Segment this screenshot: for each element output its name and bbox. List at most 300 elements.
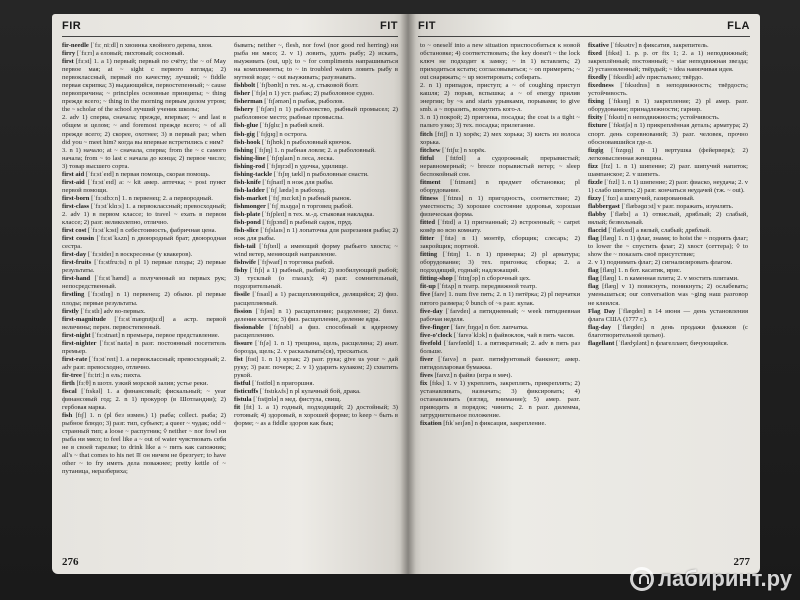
dictionary-entry: [234, 90, 398, 98]
dictionary-entry: [62, 308, 226, 316]
entry-definition: [ˈfɪʃslaɪs] n 1) лопаточка для разрезания рыбы; 2) нож для рыбы.: [234, 227, 398, 243]
entry-headword: five-day: [420, 307, 446, 315]
dictionary-entry: [588, 340, 748, 348]
entry-headword: fixedly: [588, 74, 609, 82]
dictionary-entry: [588, 324, 748, 340]
dictionary-entry: [420, 42, 580, 82]
dictionary-entry: [588, 227, 748, 235]
entry-headword: first aid: [62, 170, 86, 178]
entry-definition: [ˈfaɪvfəʊld] 1. a пятикратный; 2. adv в пять раз больше.: [420, 339, 580, 355]
entry-headword: fixedness: [588, 82, 621, 90]
dictionary-entry: [420, 131, 580, 147]
entry-headword: first-rate: [62, 355, 90, 363]
dictionary-entry: [234, 195, 398, 203]
entry-headword: first-night: [62, 331, 93, 339]
entry-definition: [ˈfɪtʌp] n театр. передвижной театр.: [437, 283, 537, 291]
dictionary-entry: [420, 82, 580, 114]
dictionary-entry: [420, 372, 580, 380]
entry-headword: fishbolt: [234, 82, 257, 90]
entry-definition: [ˈfɜːˌniːdl] n хвоинка хвойного дерева, хвоя.: [90, 42, 213, 49]
dictionary-entry: [234, 155, 398, 163]
entry-definition: 2. n 1) припадок, приступ; a ~ of coughing приступ кашля; 2) порыв, вспышка; a ~ of energy прилив энергии; by ~s and starts урывками, порывами; to give smb. a ~ поразить, возмутить кого-л.: [420, 82, 580, 114]
dictionary-entry: [588, 283, 748, 307]
entry-definition: [ˈfɜːstˈreɪt] 1. a первоклассный; превосходный; 2. adv разг. превосходно, отлично.: [62, 355, 226, 371]
entry-headword: fivefold: [420, 339, 444, 347]
entry-definition: [ˈfɜːstlɪ] adv во-первых.: [80, 307, 146, 315]
entry-headword: fissure: [234, 339, 256, 347]
entry-definition: [ˈfɪkstʃə] n 1) прикреплённая деталь; арматура; 2) спорт. день соревнований; 3) разг. человек, прочно обосновавшийся где-л.: [588, 122, 748, 146]
entry-definition: [ˈfɪstjʊlə] n мед. фистула, свищ.: [253, 396, 342, 404]
entry-definition: [ˈfaɪvə] n разг. пятифунтовый банкнот; амер. пятидолларовая бумажка.: [420, 355, 580, 371]
entry-definition: [flæɡ] 1. n каменная плита; 2. v мостить плитами.: [600, 275, 739, 283]
dictionary-entry: [420, 283, 580, 291]
entry-definition: [ˈfɪʃɪ] a 1) рыбный, рыбий; 2) изобилующий рыбой; 3) тусклый (о глазах); 4) разг. сомнительный, подозрительный.: [234, 267, 398, 291]
entry-definition: [ˈfɪʃnaɪf] n нож для рыбы.: [262, 178, 334, 186]
right-page: [408, 14, 760, 574]
entry-definition: [ˈfɜːstˈkʌzn] n двоюродный брат; двоюродная сестра.: [62, 235, 226, 251]
dictionary-entry: [588, 267, 748, 275]
dictionary-entry: [420, 155, 580, 179]
dictionary-entry: [420, 275, 580, 283]
entry-definition: [ˈfɪʃɪŋˌtækl] n рыболовные снасти.: [273, 170, 369, 178]
entry-definition: [ˈfɪʃpleɪt] n тех. м.-д. стыковая накладка.: [262, 210, 375, 218]
entry-definition: [ˈfɪtə] n 1) монтёр, сборщик; слесарь; 2) закройщик; портной.: [420, 235, 580, 251]
dictionary-entry: [62, 356, 226, 372]
dictionary-entry: [588, 50, 748, 74]
dictionary-entry: [62, 147, 226, 171]
entry-headword: fistful: [234, 379, 253, 387]
page-number: 276: [62, 556, 79, 568]
entry-definition: [fɜːst] 1. a 1) первый; первый по счёту; the ~ of May первое мая; at ~ sight с первого взгляда; 2) первоклассный, первый по качеству; лучший; ~ fiddle первая скрипка; 3) выдающийся, первостепенный; ~ cause первопричина; ~ principles основные принципы; ~ thing прежде всего; ~ thing in the morning первым делом утром; the ~ scholar of the school лучший ученик школы;: [62, 58, 226, 114]
entry-definition: [fɜːθ] n шотл. узкий морской залив; устье реки.: [76, 379, 209, 387]
dictionary-entry: [234, 42, 398, 82]
dictionary-entry: [62, 195, 226, 203]
entry-headword: fiscal: [62, 388, 82, 396]
entry-headword: firstly: [62, 307, 81, 315]
dictionary-entry: [420, 380, 580, 420]
dictionary-entry: [62, 227, 226, 235]
dictionary-entry: [62, 340, 226, 356]
entry-headword: fix: [420, 379, 430, 387]
dictionary-entry: [62, 412, 226, 476]
entry-headword: fiver: [420, 355, 439, 363]
entry-headword: fir-needle: [62, 42, 91, 49]
dictionary-entry: [234, 131, 398, 139]
dictionary-entry: [234, 203, 398, 211]
entry-definition: [ˈflæɡdeɪ] n 14 июня — день установления флага США (1777 г.).: [588, 307, 748, 323]
dictionary-entry: [62, 259, 226, 275]
entry-definition: [ˈfɜːrɪ] a еловый; пихтовый; сосновый.: [76, 50, 185, 58]
dictionary-entry: [588, 211, 748, 227]
entry-definition: [faɪvz] n файвз (игра в мяч).: [434, 371, 513, 379]
dictionary-entry: [420, 147, 580, 155]
entry-headword: flabbergast: [588, 202, 622, 210]
entry-headword: fixative: [588, 42, 611, 49]
entry-definition: [fɪʃ] 1. n (pl без измен.) 1) рыба; collect. рыба; 2) рыбное блюдо; 3) разг. тип, субъект; a queer ~ чудак; odd ~ странный тип; a loose ~ распутник; ◊ neither ~ nor fowl ни рыба ни мясо; to feel like a ~ out of water чувствовать себя не в своей тарелке; to drink like a ~ пить как сапожник; all's ~ that comes to his net ≅ он ничем не брезгует; to have other ~ to fry иметь дела поважнее; pretty kettle of ~ путаница, неразбериха;: [62, 412, 226, 476]
dictionary-entry: [234, 380, 398, 388]
entry-definition: [ˈfɪʃnəbl] a физ. способный к ядерному расщеплению.: [234, 323, 398, 339]
dictionary-entry: [62, 171, 226, 179]
entry-headword: first-fruits: [62, 259, 95, 267]
entry-definition: [ˈfɪʃpɔnd] n рыбный садок, пруд.: [262, 219, 353, 227]
entry-definition: [ˈfɪksɪtɪ] n неподвижность; устойчивость.: [604, 114, 720, 122]
entry-headword: fissile: [234, 291, 253, 299]
entry-headword: firry: [62, 50, 77, 58]
dictionary-column-right: [234, 42, 398, 550]
entry-headword: flag: [588, 235, 601, 243]
entry-definition: [ˈfɪtɪŋʃɔp] n сборочный цех.: [454, 275, 531, 283]
entry-headword: first-born: [62, 194, 92, 202]
dictionary-entry: [62, 42, 226, 50]
entry-definition: [ˈfɪʃˌmɑːkɪt] n рыбный рынок.: [268, 194, 352, 202]
book-gutter: [400, 14, 416, 574]
dictionary-entry: [234, 404, 398, 428]
entry-definition: [ˈfɜːstˈhænd] a полученный из первых рук; непосредственный.: [62, 275, 226, 291]
entry-definition: [fɪtʃ] n 1) хорёк; 2) мех хорька; 3) кисть из волоса хорька.: [420, 130, 580, 146]
labirint-logo-icon: [630, 567, 654, 591]
watermark: [630, 566, 792, 592]
dictionary-column-right: [588, 42, 748, 550]
entry-definition: [ˈfɪzɡɪɡ] n 1) вертушка (фейерверк); 2) легкомысленная женщина.: [588, 146, 748, 162]
entry-definition: [ˈfɜːstˈeɪd] n первая помощь, скорая помощь.: [85, 170, 211, 178]
entry-headword: fixity: [588, 114, 605, 122]
entry-definition: [ˈfɪtfʊl] a судорожный; прерывистый; неравномерный; ~ breeze порывистый ветер; ~ sleep беспокойный сон.: [420, 154, 580, 178]
entry-definition: [fɪt] 1. a 1) годный, подходящий; 2) достойный; 3) готовый; 4) здоровый, в хорошей форме; to keep ~ быть в форме; ~ as a fiddle здоров как бык;: [234, 404, 398, 428]
entry-headword: fixing: [588, 98, 609, 106]
entry-headword: flag: [588, 283, 603, 291]
dictionary-entry: [62, 316, 226, 332]
entry-headword: fisherman: [234, 98, 265, 106]
entry-headword: fist: [234, 355, 246, 363]
entry-definition: [ˈfɜːstˈeɪd] a: ~ kit амер. аптечка; ~ post пункт первой помощи.: [62, 178, 226, 194]
entry-definition: [ˈfɪʃɪŋlaɪn] n леса, леска.: [267, 154, 335, 162]
entry-headword: fitment: [420, 178, 451, 186]
entry-headword: flaccid: [588, 227, 609, 235]
header-rule: [418, 36, 750, 37]
entry-headword: fishing-line: [234, 154, 268, 162]
dictionary-entry: [588, 42, 748, 50]
entry-headword: fishmonger: [234, 202, 268, 210]
dictionary-entry: [234, 388, 398, 396]
dictionary-entry: [62, 291, 226, 307]
entry-headword: fish-glue: [234, 122, 260, 130]
entry-definition: [ˈfɜːstbɔːn] 1. n первенец; 2. a первородный.: [91, 194, 213, 202]
entry-headword: fizzy: [588, 194, 603, 202]
entry-headword: Flag Day: [588, 307, 619, 315]
dictionary-entry: [234, 267, 398, 291]
dictionary-entry: [588, 163, 748, 179]
entry-definition: [fɪkst] 1. p. p. от fix 1; 2. a 1) неподвижный; закреплённый; постоянный; ~ star неподвижная звезда; 2) установленный; твёрдый; ~ idea навязчивая идея.: [588, 50, 748, 74]
entry-headword: fitting-shop: [420, 275, 455, 283]
dictionary-entry: [420, 340, 580, 356]
entry-definition: [faɪv] 1. num five пять; 2. n 1) пятёрка; 2) pl перчатки пятого размера; ◊ bunch of ~s разг. кулак.: [420, 291, 580, 307]
entry-definition: [ˈfɪksɪdlɪ] adv пристально; твёрдо.: [608, 74, 704, 82]
dictionary-entry: [62, 332, 226, 340]
entry-definition: [ˈfɪtʃuː] n хорёк.: [442, 146, 486, 154]
entry-definition: [ˈfɪʃbəʊlt] n тех. м.-д. стыковой болт.: [256, 82, 359, 90]
entry-definition: [ˈfɜːstˈkɔst] n себестоимость, фабричная цена.: [88, 227, 217, 235]
page-number: 277: [733, 556, 750, 568]
entry-headword: fit-up: [420, 283, 438, 291]
entry-definition: [ˈfɪzl] 1. n 1) шипение; 2) разг. фиаско, неудача; 2. v 1) слабо шипеть; 2) разг. кончаться неудачей (тж. ~ out).: [588, 178, 748, 194]
dictionary-entry: [234, 227, 398, 243]
dictionary-entry: [62, 372, 226, 380]
dictionary-entry: [420, 332, 580, 340]
dictionary-entry: [62, 275, 226, 291]
entry-definition: [ˈflædʒɪlənt] n флагеллант, бичующийся.: [616, 339, 729, 347]
dictionary-column-left: [62, 42, 226, 550]
entry-headword: fizz: [588, 162, 602, 170]
guide-word-first: FIR: [62, 20, 82, 32]
entry-definition: [ˈfɜːstˈklɑːs] 1. a первоклассный; превосходный; 2. adv 1) в первом классе; to travel ~ ехать в первом классе; 2) разг. великолепно, отлично.: [62, 202, 226, 227]
dictionary-entry: [234, 179, 398, 187]
entry-headword: first-class: [62, 202, 91, 210]
entry-headword: five-o'clock: [420, 331, 454, 339]
dictionary-entry: [234, 356, 398, 380]
dictionary-column-left: [420, 42, 580, 550]
entry-headword: fish-knife: [234, 178, 263, 186]
entry-definition: [ˈfɪtɪŋ] 1. n 1) примерка; 2) pl арматура; оборудование; 3) тех. пригонка; сборка; 2. a подходящий, годный; надлежащий.: [420, 251, 580, 275]
entry-definition: 2. v 1) поднимать флаг; 2) сигнализировать флагом.: [588, 259, 733, 267]
dictionary-entry: [588, 74, 748, 82]
entry-headword: fissionable: [234, 323, 270, 331]
entry-headword: flagellant: [588, 339, 617, 347]
running-head: [62, 20, 398, 34]
entry-headword: flag: [588, 275, 601, 283]
entry-definition: [ˈfɪʃɡluː] n рыбий клей.: [259, 122, 324, 130]
entry-definition: [ˈfɪʃə] 1. n 1) трещина, щель, расщелина; 2) анат. борозда, щель; 2. v раскалывать(ся), трескаться.: [234, 339, 398, 355]
dictionary-entry: [588, 82, 748, 98]
entry-definition: [ˈfɪʃteɪl] a имеющий форму рыбьего хвоста; ~ wind ветер, меняющий направление.: [234, 243, 398, 259]
entry-headword: fitting: [420, 251, 443, 259]
entry-definition: [ˈflæbɪ] a 1) отвислый, дряблый; 2) слабый, вялый; безвольный.: [588, 210, 748, 227]
entry-headword: fish-hook: [234, 138, 263, 146]
dictionary-entry: [234, 324, 398, 340]
entry-headword: fitter: [420, 235, 441, 243]
entry-headword: fizgig: [588, 146, 612, 154]
dictionary-entry: [62, 251, 226, 259]
dictionary-entry: [420, 420, 580, 428]
entry-definition: [ˈfɜːstˈmæɡnɪtjuːd] a астр. первой величины; перен. первостепенный.: [62, 315, 226, 331]
entry-definition: [ˈfɪʃɡɪɡ] n острога.: [256, 130, 308, 138]
entry-definition: [flæɡ] 1. n 1) флаг, знамя; to hoist the ~ поднять флаг; to lower the ~ спустить флаг; 2) хвост (сеттера); ◊ to show the ~ показать своё присутствие;: [588, 235, 748, 259]
dictionary-entry: [588, 308, 748, 324]
entry-definition: [ˈfɜːstnaɪt] n премьера, первое представление.: [92, 331, 220, 339]
entry-headword: fishing-tackle: [234, 170, 274, 178]
dictionary-entry: [588, 275, 748, 283]
entry-headword: flag: [588, 267, 601, 275]
dictionary-entry: [234, 82, 398, 90]
entry-headword: fish-slice: [234, 227, 261, 235]
entry-definition: [fɪks] 1. v 1) укреплять, закреплять, прикреплять; 2) устанавливать, назначать; 3) фиксировать; 4) останавливать (взгляд, внимание); 5) амер. разг. приводить в порядок; чинить; 2. n разг. дилемма, затруднительное положение.: [420, 379, 580, 420]
entry-headword: five: [420, 291, 432, 299]
header-rule: [62, 36, 398, 37]
guide-word-last: FLA: [727, 20, 750, 32]
entry-definition: 3. n 1) начало; at ~ сначала, сперва; from the ~ с самого начала; from ~ to last с начала до конца; 2) первое число; 3) товар высшего сорта.: [62, 146, 226, 170]
entry-headword: fish-plate: [234, 210, 263, 218]
entry-definition: бывать; neither ~, flesh, nor fowl (nor good red herring) ни рыба ни мясо; 2. v 1) ловить, удить рыбу; 2) искать, выуживать (out, up); to ~ for compliments напрашиваться на комплименты; to ~ in troubled waters ловить рыбу в мутной воде; ~ out выуживать; разузнавать.: [234, 42, 398, 82]
entry-definition: [ˈfɪʃˌmʌŋɡə] n торговец рыбой.: [267, 202, 353, 210]
entry-headword: fish-market: [234, 194, 269, 202]
dictionary-entry: [234, 308, 398, 324]
entry-definition: [ˈfɪstɪkʌfs] n pl кулачный бой, драка.: [259, 388, 361, 396]
entry-definition: [flæɡ] 1. n бот. касатик, ирис.: [600, 267, 682, 275]
entry-headword: fit: [234, 404, 244, 412]
dictionary-entry: [588, 98, 748, 114]
dictionary-entry: [420, 235, 580, 251]
entry-headword: fish-ladder: [234, 186, 267, 194]
dictionary-entry: [420, 251, 580, 275]
dictionary-entry: [234, 187, 398, 195]
entry-headword: first-aid: [62, 178, 88, 186]
left-page: [52, 14, 408, 574]
entry-headword: fishing-rod: [234, 162, 267, 170]
entry-definition: [ˈfɪʃərɪ] n 1) рыболовство, рыбный промысел; 2) рыболовное место; рыбные промыслы.: [234, 106, 398, 122]
entry-definition: [ˈfɪʃhʊk] n рыболовный крючок.: [262, 138, 352, 146]
entry-definition: to ~ oneself into a new situation приспособиться к новой обстановке; 4) соответствовать; the key doesn't ~ the lock ключ не подходит к замку; ~ in 1) вставлять; 2) приходиться кстати; согласовываться; ~ on примерять; ~ out снаряжать; ~ up монтировать; собирать.: [420, 42, 580, 82]
entry-definition: [ˈfɪʃwaɪf] n торговка рыбой.: [257, 259, 335, 267]
dictionary-entry: [234, 106, 398, 122]
entry-definition: [ˈfɜːstdeɪ] n воскресенье (у квакеров).: [87, 251, 193, 259]
dictionary-entry: [420, 219, 580, 235]
dictionary-entry: [62, 235, 226, 251]
entry-headword: fir-tree: [62, 371, 84, 379]
entry-headword: flag-day: [588, 323, 618, 331]
entry-headword: fishwife: [234, 259, 258, 267]
entry-headword: first-hand: [62, 275, 95, 283]
entry-definition: [flæɡ] v 1) повиснуть, поникнуть; 2) ослабевать; уменьшаться; our conversation was ~ging наш разговор не клеился.: [588, 283, 748, 307]
entry-definition: [ˈfaɪvəˈklɔk] n файвоклок, чай в пять часов.: [453, 331, 575, 339]
entry-definition: [ˈflæksɪd] a вялый, слабый; дряблый.: [608, 227, 711, 235]
entry-definition: [fɪz] 1. n 1) шипение; 2) разг. шипучий напиток; шампанское; 2. v шипеть.: [588, 162, 748, 178]
dictionary-entry: [420, 291, 580, 307]
entry-headword: flabby: [588, 210, 611, 218]
dictionary-entry: [234, 211, 398, 219]
entry-headword: fishing: [234, 146, 255, 154]
dictionary-entry: [420, 356, 580, 372]
dictionary-entry: [62, 179, 226, 195]
entry-headword: first cousin: [62, 235, 97, 243]
dictionary-entry: [234, 147, 398, 155]
entry-definition: [ˈfɪksɪŋ] n 1) закрепление; 2) pl амер. разг. оборудование; принадлежности; гарнир.: [588, 98, 748, 114]
entry-headword: fizzle: [588, 178, 605, 186]
entry-definition: [ˈfɪʃə] n 1) уст. рыбак; 2) рыболовное судно.: [251, 90, 374, 98]
dictionary-entry: [62, 380, 226, 388]
dictionary-entry: [588, 203, 748, 211]
dictionary-entry: [588, 195, 748, 203]
dictionary-entry: [420, 179, 580, 195]
dictionary-entry: [420, 308, 580, 324]
dictionary-entry: [234, 396, 398, 404]
dictionary-entry: [234, 139, 398, 147]
entry-headword: fisticuffs: [234, 388, 260, 396]
entry-headword: fixed: [588, 50, 606, 58]
entry-headword: fishy: [234, 267, 250, 275]
entry-definition: [ˈfɪʃɪŋ] 1. n рыбная ловля; 2. a рыболовный.: [254, 146, 376, 154]
entry-definition: [fɪst] 1. n 1) кулак; 2) разг. рука; give us your ~ дай руку; 3) разг. почерк; 2. v 1) ударить кулаком; 2) схватить рукой.: [234, 355, 398, 379]
guide-word-last: FIT: [380, 20, 398, 32]
entry-headword: first cost: [62, 227, 88, 235]
entry-definition: [ˈfɜːtriː] n ель; пихта.: [83, 371, 142, 379]
entry-definition: [ˈflæɡdeɪ] n день продажи флажков (с благотворительной целью).: [588, 323, 748, 339]
entry-definition: [ˈfɪzɪ] a шипучий, газированный.: [602, 194, 695, 202]
entry-definition: [ˈfɪskəl] 1. a финансовый; фискальный; ~ year финансовый год; 2. n 1) прокурор (в Шотландии); 2) гербовая марка.: [62, 388, 226, 412]
dictionary-entry: [420, 324, 580, 332]
entry-headword: fixture: [588, 122, 609, 130]
entry-definition: 2. adv 1) сперва, сначала; прежде, впервые; ~ and last в общем и целом; ~ and foremost прежде всего; ~ of all прежде всего; 2) скорее, охотнее; 3) в первый раз; when did you ~ meet him? когда вы впервые встретились с ним?: [62, 114, 226, 146]
dictionary-entry: [234, 122, 398, 130]
dictionary-entry: [588, 147, 748, 163]
entry-headword: firth: [62, 379, 77, 387]
entry-headword: fish-gig: [234, 130, 257, 138]
entry-definition: [ˈfɪʃən] n 1) расщепление; разделение; 2) биол. деление клетки; 3) физ. расщепление, деление ядра.: [234, 307, 398, 323]
entry-headword: fish-pond: [234, 219, 263, 227]
entry-definition: [ˈfaɪvdeɪ] a пятидневный; ~ week пятидневная рабочая неделя.: [420, 307, 580, 323]
dictionary-entry: [62, 58, 226, 114]
dictionary-entry: [62, 388, 226, 412]
entry-definition: [ˈfɪtnɪs] n 1) пригодность, соответствие; 2) уместность; 3) хорошее состояние здоровья, хорошая физическая форма.: [420, 194, 580, 218]
entry-definition: [ˈfɪʃəmən] n рыбак, рыболов.: [264, 98, 345, 106]
entry-definition: [ˈfɜːstlɪŋ] n 1) первенец; 2) обыкн. pl первые плоды; первые результаты.: [62, 291, 226, 307]
entry-definition: [ˈfɪtmənt] n предмет обстановки; pl оборудование.: [420, 178, 580, 194]
entry-definition: 3. n 1) покрой; 2) пригонка, посадка; the coat is a tight ~ пальто узко; 3) тех. посадка; прилегание.: [420, 114, 580, 130]
dictionary-entry: [62, 114, 226, 146]
entry-headword: fish: [62, 412, 76, 420]
dictionary-entry: [234, 243, 398, 259]
entry-definition: [ˈfɪsaɪl] a 1) расщепляющийся, делящийся; 2) физ. расщепляемый.: [234, 291, 398, 307]
dictionary-entry: [234, 340, 398, 356]
dictionary-entry: [588, 259, 748, 267]
entry-definition: [ˈflæbəɡɑːst] v разг. поражать, изумлять.: [621, 202, 734, 210]
entry-headword: first-day: [62, 251, 88, 259]
entry-headword: fistula: [234, 396, 254, 404]
dictionary-entry: [588, 114, 748, 122]
entry-headword: fitted: [420, 219, 438, 227]
running-head: [418, 20, 750, 34]
entry-headword: fives: [420, 371, 435, 379]
entry-definition: [ˈfɪʃɪŋrɔd] n удочка, удилище.: [266, 162, 348, 170]
entry-definition: [ˈfɪksətɪv] n фиксатив, закрепитель.: [610, 42, 709, 49]
entry-definition: [fɪkˈseɪʃən] n фиксация, закрепление.: [443, 420, 547, 428]
entry-headword: first: [62, 58, 76, 66]
dictionary-entry: [234, 171, 398, 179]
dictionary-entry: [62, 203, 226, 227]
entry-headword: fitness: [420, 194, 444, 202]
dictionary-entry: [234, 259, 398, 267]
entry-headword: fission: [234, 307, 256, 315]
dictionary-entry: [420, 114, 580, 130]
dictionary-entry: [420, 195, 580, 219]
entry-headword: five-finger: [420, 323, 451, 331]
entry-definition: [ˈfɜːstˈnaɪtə] n разг. постоянный посетитель премьер.: [62, 339, 226, 355]
entry-headword: fishery: [234, 106, 257, 114]
entry-definition: [ˈfɪtɪd] a 1) пригнанный; 2) встроенный; ~ carpet ковёр во всю комнату.: [420, 219, 580, 235]
entry-headword: first-magnitude: [62, 315, 115, 323]
entry-headword: first-nighter: [62, 339, 100, 347]
entry-definition: [ˈfɪstfʊl] n пригоршня.: [252, 379, 315, 387]
entry-definition: [ˈfɪksɪdnɪs] n неподвижность; твёрдость; устойчивость.: [588, 82, 748, 98]
entry-definition: [ˈfɪʃˌlædə] n рыбоход.: [266, 186, 326, 194]
dictionary-entry: [234, 291, 398, 307]
entry-headword: fixation: [420, 420, 444, 428]
dictionary-entry: [234, 98, 398, 106]
dictionary-entry: [588, 179, 748, 195]
dictionary-entry: [588, 122, 748, 146]
dictionary-entry: [62, 50, 226, 58]
entry-definition: [ˈfaɪvˌfɪŋɡə] n бот. лапчатка.: [450, 323, 529, 331]
entry-headword: fitchew: [420, 146, 443, 154]
watermark-text: лабиринт.ру: [658, 566, 792, 591]
